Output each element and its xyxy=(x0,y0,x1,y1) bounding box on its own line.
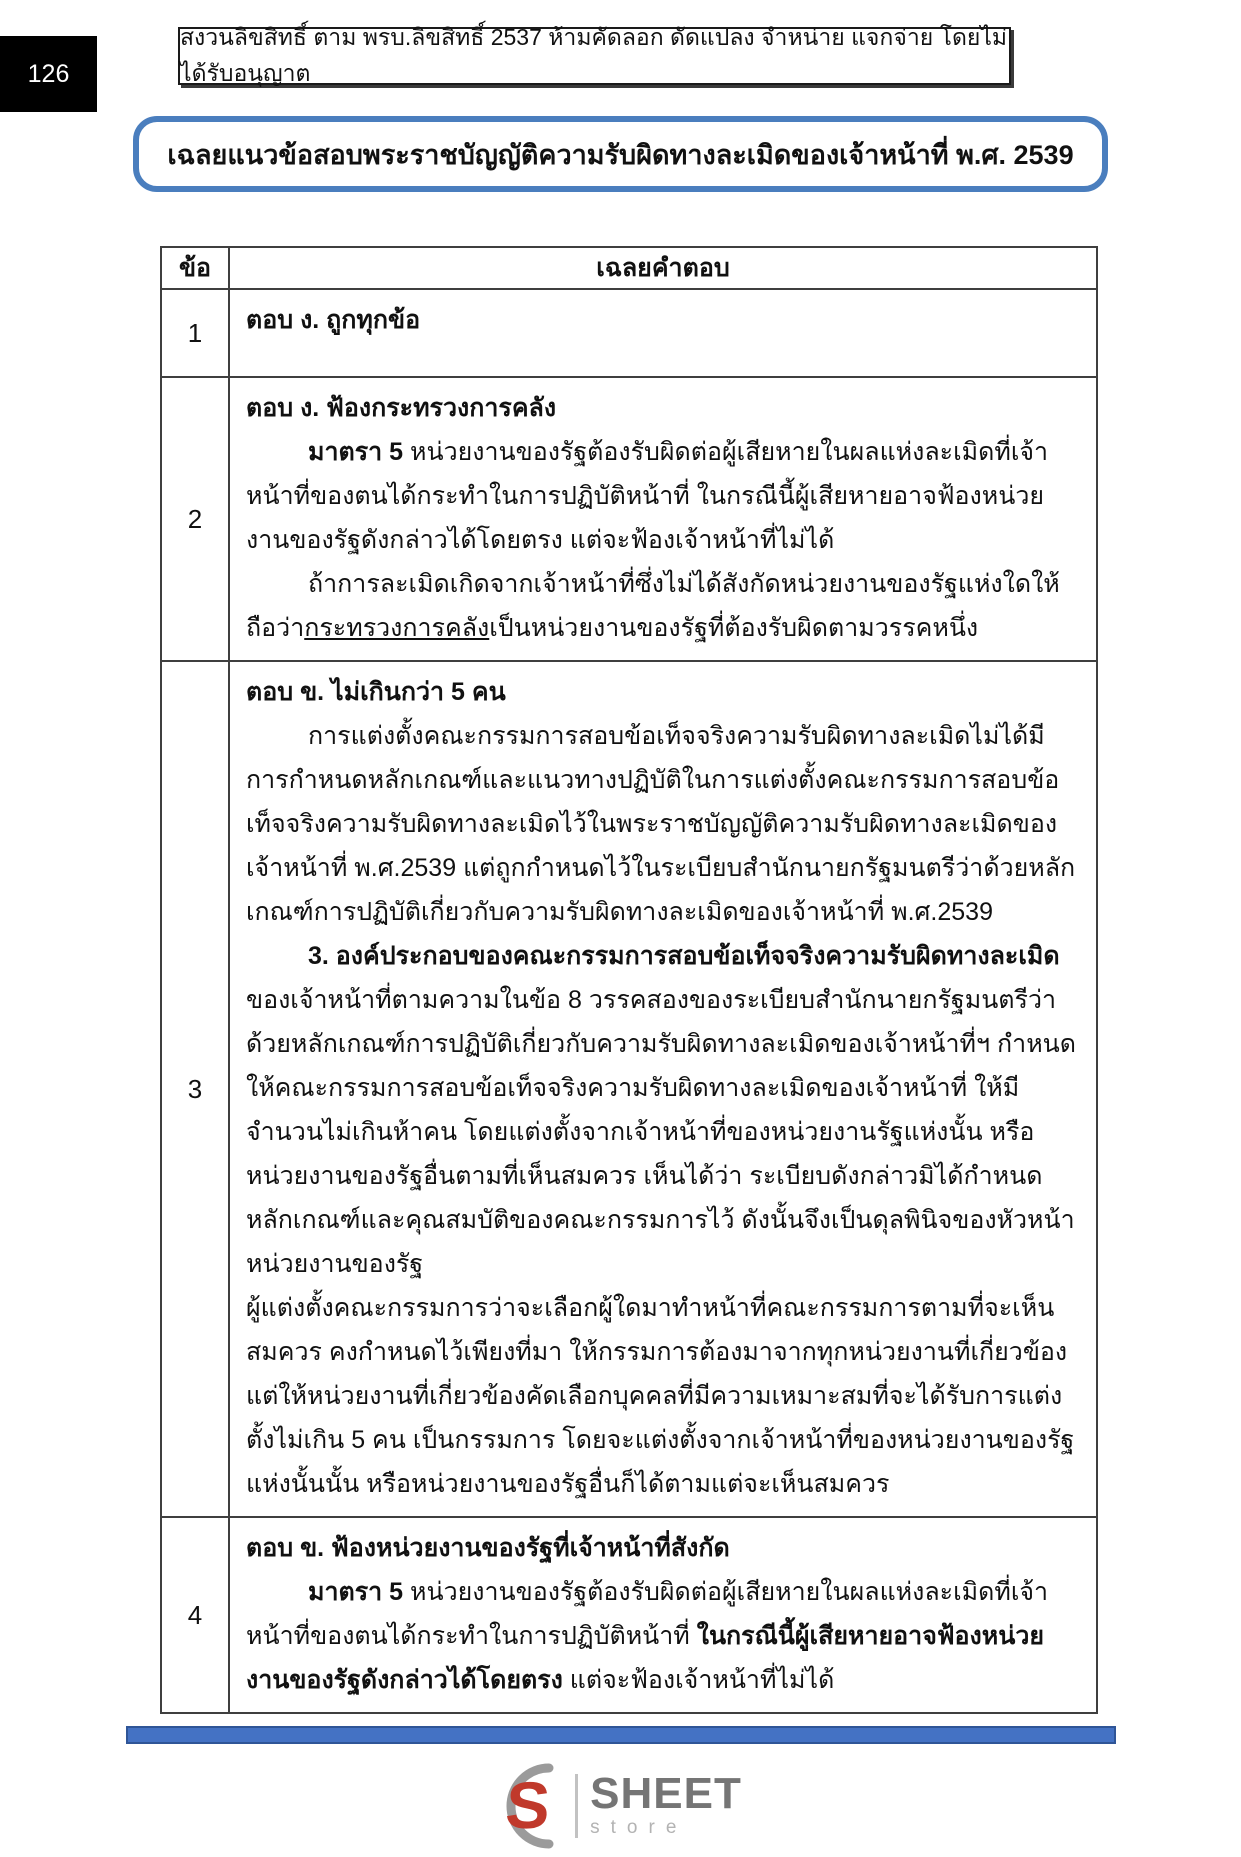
answer-text-segment: ของเจ้าหน้าที่ตามความในข้อ 8 วรรคสองของระเบียบสำนักนายกรัฐมนตรีว่าด้วยหลักเกณฑ์การปฏิบัติเกี่ยวกับความรับผิดทางละเมิดของเจ้าหน้าที่ฯ กำหนดให้คณะกรรมการสอบข้อเท็จจริงความรับผิดทางละเมิดของเจ้าหน้าที่ ให้มีจำนวนไม่เกินห้าคน โดยแต่งตั้งจากเจ้าหน้าที่ของหน่วยงานรัฐแห่งนั้น หรือหน่วยงานของรัฐอื่นตามที่เห็นสมควร เห็นได้ว่า ระเบียบดังกล่าวมิได้กำหนดหลักเกณฑ์และคุณสมบัติของคณะกรรมการไว้ ดังนั้นจึงเป็นดุลพินิจของหัวหน้าหน่วยงานของรัฐ xyxy=(246,986,1077,1278)
copyright-banner xyxy=(178,24,1011,86)
question-number-cell: 3 xyxy=(161,661,229,1517)
answer-table xyxy=(160,246,1098,1714)
answer-text-segment: แต่จะฟ้องเจ้าหน้าที่ไม่ได้ xyxy=(562,1666,835,1694)
table-row xyxy=(161,289,1097,377)
answer-paragraph xyxy=(246,934,1080,1286)
table-row xyxy=(161,377,1097,661)
answer-text-segment: ตอบ ง. ฟ้องกระทรวงการคลัง xyxy=(246,394,557,422)
answer-paragraph xyxy=(246,714,1080,934)
answer-text-segment: ตอบ ข. ไม่เกินกว่า 5 คน xyxy=(246,678,506,706)
answer-paragraph xyxy=(246,670,1080,714)
question-number-cell: 1 xyxy=(161,289,229,377)
answer-paragraph xyxy=(246,562,1080,650)
logo-text: SHEET xyxy=(590,1769,742,1818)
table-row xyxy=(161,1517,1097,1713)
answer-paragraph xyxy=(246,1570,1080,1702)
question-number-cell: 2 xyxy=(161,377,229,661)
answer-cell xyxy=(229,1517,1097,1713)
sheet-store-logo xyxy=(499,1760,742,1852)
table-row xyxy=(161,661,1097,1517)
answer-text-segment: มาตรา 5 xyxy=(308,1578,404,1606)
answer-paragraph xyxy=(246,1526,1080,1570)
answer-text-segment: หน่วยงานของรัฐต้องรับผิดต่อผู้เสียหายในผลแห่งละเมิดที่เจ้าหน้าที่ของตนได้กระทำในการปฏิบัติหน้าที่ xyxy=(246,1578,1049,1650)
page-title: เฉลยแนวข้อสอบพระราชบัญญัติความรับผิดทางละเมิดของเจ้าหน้าที่ พ.ศ. 2539 xyxy=(167,139,1074,170)
page-header xyxy=(0,0,1241,116)
answer-text-segment: ตอบ ข. ฟ้องหน่วยงานของรัฐที่เจ้าหน้าที่สังกัด xyxy=(246,1534,730,1562)
table-header-question: ข้อ xyxy=(161,247,229,289)
answer-paragraph xyxy=(246,298,1080,342)
answer-text-segment: ในกรณีนี้ผู้เสียหายอาจฟ้องหน่วยงานของรัฐดังกล่าวได้โดยตรง xyxy=(246,1622,1045,1694)
question-number-cell: 4 xyxy=(161,1517,229,1713)
answer-cell xyxy=(229,661,1097,1517)
copyright-text: สงวนลิขสิทธิ์ ตาม พรบ.ลิขสิทธิ์ 2537 ห้ามคัดลอก ดัดแปลง จำหน่าย แจกจ่าย โดยไม่ได้รับอนุญาต xyxy=(180,24,1008,86)
svg-text:S: S xyxy=(503,1769,553,1843)
table-header-row xyxy=(161,247,1097,289)
answer-cell xyxy=(229,377,1097,661)
answer-text-segment: เป็นหน่วยงานของรัฐที่ต้องรับผิดตามวรรคหนึ่ง xyxy=(489,614,979,642)
title-box xyxy=(133,116,1108,192)
answer-text-segment: ผู้แต่งตั้งคณะกรรมการว่าจะเลือกผู้ใดมาทำหน้าที่คณะกรรมการตามที่จะเห็นสมควร คงกำหนดไว้เพียงที่มา ให้กรรมการต้องมาจากทุกหน่วยงานที่เกี่ยวข้องแต่ให้หน่วยงานที่เกี่ยวข้องคัดเลือกบุคคลที่มีความเหมาะสมที่จะได้รับการแต่งตั้งไม่เกิน 5 คน เป็นกรรมการ โดยจะแต่งตั้งจากเจ้าหน้าที่ของหน่วยงานของรัฐแห่งนั้นนั้น หรือหน่วยงานของรัฐอื่นก็ได้ตามแต่จะเห็นสมควร xyxy=(246,1294,1075,1498)
answer-text-segment: 3. องค์ประกอบของคณะกรรมการสอบข้อเท็จจริงความรับผิดทางละเมิด xyxy=(308,942,1060,970)
s-monogram-icon xyxy=(499,1760,563,1852)
footer-divider-bar xyxy=(126,1726,1116,1744)
answer-paragraph xyxy=(246,1286,1080,1506)
answer-text-segment: ตอบ ง. ถูกทุกข้อ xyxy=(246,306,421,334)
answer-text-segment: ถ้าการละเมิดเกิดจากเจ้าหน้าที่ซึ่งไม่ได้สังกัดหน่วยงานของรัฐแห่งใดให้ถือว่า xyxy=(246,570,1060,642)
answer-paragraph xyxy=(246,430,1080,562)
logo-subtext: store xyxy=(590,1817,688,1838)
answer-text-segment: กระทรวงการคลัง xyxy=(304,614,490,642)
answer-paragraph xyxy=(246,386,1080,430)
answer-text-segment: การแต่งตั้งคณะกรรมการสอบข้อเท็จจริงความรับผิดทางละเมิดไม่ได้มีการกำหนดหลักเกณฑ์และแนวทางปฏิบัติในการแต่งตั้งคณะกรรมการสอบข้อเท็จจริงความรับผิดทางละเมิดไว้ในพระราชบัญญัติความรับผิดทางละเมิดของเจ้าหน้าที่ พ.ศ.2539 แต่ถูกกำหนดไว้ในระเบียบสำนักนายกรัฐมนตรีว่าด้วยหลักเกณฑ์การปฏิบัติเกี่ยวกับความรับผิดทางละเมิดของเจ้าหน้าที่ พ.ศ.2539 xyxy=(246,722,1076,926)
logo-divider xyxy=(575,1774,578,1838)
table-header-answer: เฉลยคำตอบ xyxy=(229,247,1097,289)
answer-text-segment: มาตรา 5 xyxy=(308,438,404,466)
answer-text-segment: หน่วยงานของรัฐต้องรับผิดต่อผู้เสียหายในผลแห่งละเมิดที่เจ้าหน้าที่ของตนได้กระทำในการปฏิบัติหน้าที่ ในกรณีนี้ผู้เสียหายอาจฟ้องหน่วยงานของรัฐดังกล่าวได้โดยตรง แต่จะฟ้องเจ้าหน้าที่ไม่ได้ xyxy=(246,438,1049,554)
page-number-badge xyxy=(0,36,97,112)
page-number: 126 xyxy=(27,59,70,88)
answer-cell xyxy=(229,289,1097,377)
